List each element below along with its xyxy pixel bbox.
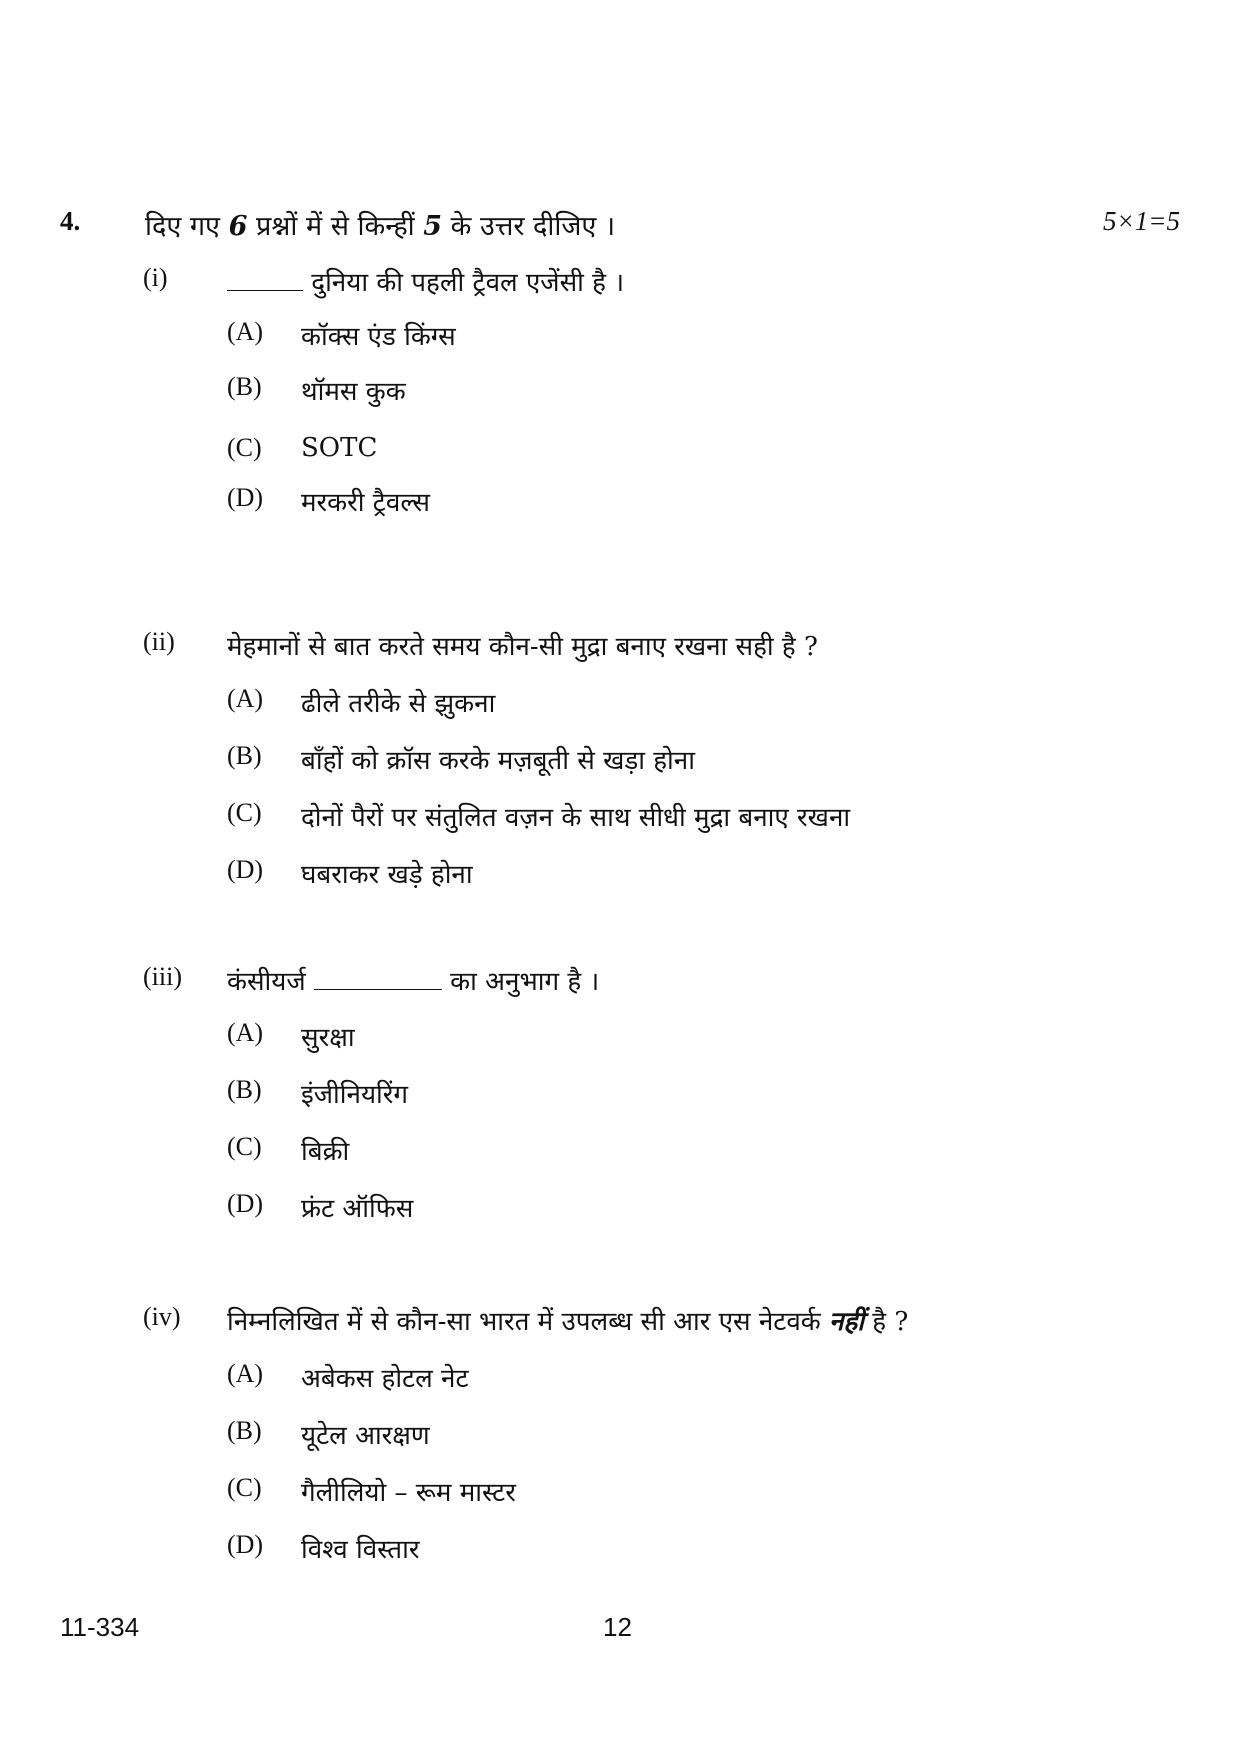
option-text: मरकरी ट्रैवल्स bbox=[301, 488, 430, 518]
option-label: (C) bbox=[227, 1473, 262, 1502]
subquestion-number: (iii) bbox=[143, 962, 182, 991]
subquestion-text-part: का अनुभाग है । bbox=[441, 967, 600, 997]
page-number: 12 bbox=[603, 1612, 632, 1642]
option-label: (A) bbox=[227, 1018, 264, 1047]
marks-allocation: 5×1=5 bbox=[1103, 206, 1180, 236]
subquestion-text bbox=[227, 263, 624, 299]
option-c bbox=[143, 433, 1043, 469]
option-label: (C) bbox=[227, 798, 262, 827]
option-text: थॉमस कुक bbox=[301, 377, 406, 407]
instruction-total-count: 6 bbox=[228, 211, 248, 242]
option-label: (B) bbox=[227, 741, 262, 770]
option-b bbox=[143, 1416, 1043, 1452]
option-text: दोनों पैरों पर संतुलित वज़न के साथ सीधी मुद्रा बनाए रखना bbox=[301, 803, 851, 833]
option-c bbox=[143, 1473, 1043, 1509]
option-text: विश्व विस्तार bbox=[301, 1535, 420, 1565]
option-a bbox=[143, 684, 1043, 720]
fill-blank bbox=[227, 268, 303, 291]
option-label: (B) bbox=[227, 372, 262, 401]
subquestion-text: मेहमानों से बात करते समय कौन-सी मुद्रा बनाए रखना सही है ? bbox=[227, 632, 818, 662]
option-text: इंजीनियरिंग bbox=[301, 1080, 409, 1110]
paper-code: 11-334 bbox=[60, 1612, 140, 1642]
subquestion-text-part: निम्नलिखित में से कौन-सा भारत में उपलब्ध सी आर एस नेटवर्क bbox=[227, 1307, 830, 1337]
subquestion-text-part: है ? bbox=[864, 1307, 909, 1337]
option-c bbox=[143, 1132, 1043, 1168]
option-text: गैलीलियो – रूम मास्टर bbox=[301, 1478, 516, 1508]
subquestion-number: (iv) bbox=[143, 1302, 181, 1331]
question-header bbox=[60, 206, 1180, 246]
instruction-part-3: के उत्तर दीजिए । bbox=[442, 211, 616, 242]
option-label: (B) bbox=[227, 1416, 262, 1445]
subquestion-number: (ii) bbox=[143, 627, 175, 656]
subquestion-text-part: कंसीयर्ज bbox=[227, 967, 314, 997]
option-label: (D) bbox=[227, 1189, 264, 1218]
option-label: (C) bbox=[227, 433, 262, 462]
option-a bbox=[143, 317, 1043, 353]
question-number: 4. bbox=[60, 206, 81, 236]
option-text: घबराकर खड़े होना bbox=[301, 860, 473, 890]
option-a bbox=[143, 1359, 1043, 1395]
option-b bbox=[143, 1075, 1043, 1111]
option-d bbox=[143, 1530, 1043, 1566]
option-label: (D) bbox=[227, 855, 264, 884]
option-label: (C) bbox=[227, 1132, 262, 1161]
option-d bbox=[143, 1189, 1043, 1225]
subquestion-text bbox=[227, 962, 599, 998]
instruction-part-1: दिए गए bbox=[145, 211, 229, 242]
option-label: (B) bbox=[227, 1075, 262, 1104]
option-label: (A) bbox=[227, 684, 264, 713]
subquestion-text-part: दुनिया की पहली ट्रैवल एजेंसी है । bbox=[303, 268, 625, 298]
option-b bbox=[143, 741, 1043, 777]
option-text: SOTC bbox=[301, 433, 378, 463]
option-a bbox=[143, 1018, 1043, 1054]
option-c bbox=[143, 798, 1043, 834]
instruction-part-2: प्रश्नों में से किन्हीं bbox=[247, 211, 424, 242]
option-text: अबेकस होटल नेट bbox=[301, 1364, 469, 1394]
subquestion-text bbox=[227, 1302, 908, 1338]
option-b bbox=[143, 372, 1043, 408]
option-label: (A) bbox=[227, 1359, 264, 1388]
option-text: कॉक्स एंड किंग्स bbox=[301, 322, 456, 352]
subquestion-number: (i) bbox=[143, 263, 168, 292]
option-label: (D) bbox=[227, 1530, 264, 1559]
option-text: सुरक्षा bbox=[301, 1023, 355, 1053]
negation-emphasis: नहीं bbox=[829, 1307, 865, 1337]
option-d bbox=[143, 483, 1043, 519]
option-text: यूटेल आरक्षण bbox=[301, 1421, 430, 1451]
option-text: बाँहों को क्रॉस करके मज़बूती से खड़ा होना bbox=[301, 746, 695, 776]
option-text: ढीले तरीके से झुकना bbox=[301, 689, 496, 719]
option-d bbox=[143, 855, 1043, 891]
option-label: (D) bbox=[227, 483, 264, 512]
instruction-answer-count: 5 bbox=[423, 211, 443, 242]
option-label: (A) bbox=[227, 317, 264, 346]
question-instruction bbox=[145, 206, 615, 243]
fill-blank bbox=[314, 967, 442, 990]
option-text: फ्रंट ऑफिस bbox=[301, 1194, 414, 1224]
option-text: बिक्री bbox=[301, 1137, 350, 1167]
